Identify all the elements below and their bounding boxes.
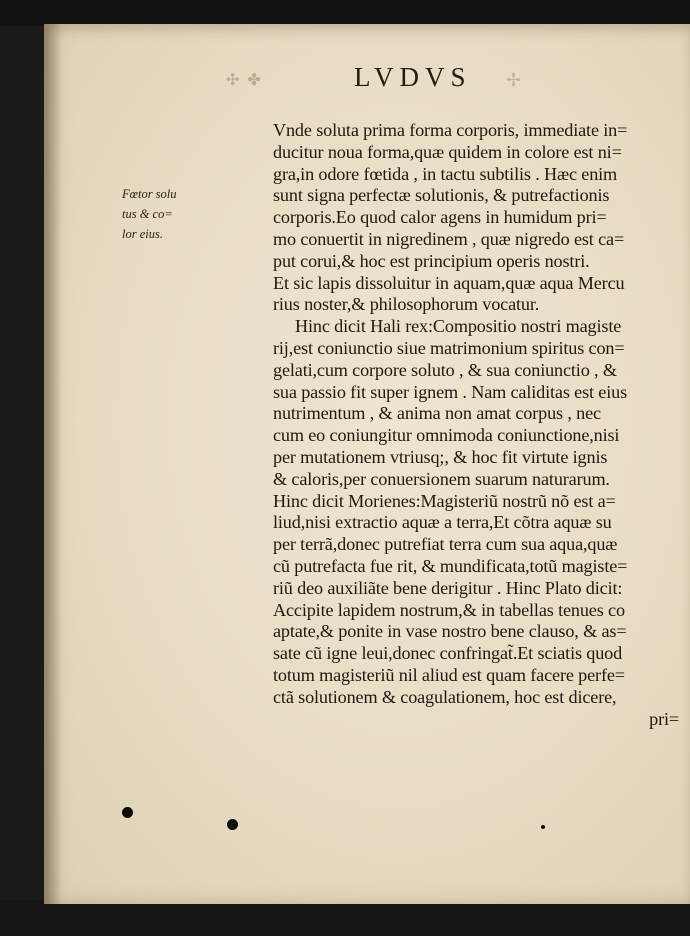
main-text-block	[273, 120, 683, 730]
paragraph-start-line: Hinc dicit Hali rex:Compositio nostri magiste	[295, 316, 622, 337]
text-line: aptate,& ponite in vase nostro bene clauso, & as=	[273, 621, 627, 642]
text-line: cũ putrefacta fue rit, & mundificata,totũ magiste=	[273, 555, 628, 576]
text-line: rij,est coniunctio siue matrimonium spiritus con=	[273, 337, 625, 358]
faded-ornament-left: ✣ ✤	[226, 72, 263, 89]
marginal-note-line: tus & co=	[122, 207, 173, 221]
text-line: sua passio fit super ignem . Nam caliditas est eius	[273, 381, 628, 402]
running-head: LVDVS	[354, 62, 472, 92]
text-line: per mutationem vtriusq;, & hoc fit virtute ignis	[273, 446, 608, 467]
scan-background-top	[0, 0, 690, 26]
text-line: sate cũ igne leui,donec confringat̃.Et sciatis quod	[273, 643, 623, 664]
text-line: sunt signa perfectæ solutionis, & putrefactionis	[273, 185, 610, 206]
text-line: liud,nisi extractio aquæ a terra,Et cõtra aquæ su	[273, 512, 612, 533]
marginal-note-line: Fœtor solu	[122, 187, 177, 201]
text-line: Vnde soluta prima forma corporis, immediate in=	[273, 120, 628, 140]
text-line: put corui,& hoc est principium operis nostri.	[273, 250, 590, 271]
faded-ornament-right: ✢	[506, 70, 522, 90]
text-line: totum magisteriũ nil aliud est quam facere perfe=	[273, 664, 625, 685]
text-line: riũ deo auxiliãte bene derigitur . Hinc Plato dicit:	[273, 577, 623, 598]
page-gutter-shadow	[44, 24, 62, 904]
text-line: ducitur noua forma,quæ quidem in colore est ni=	[273, 141, 622, 162]
book-page	[44, 24, 690, 904]
text-line: Accipite lapidem nostrum,& in tabellas tenues co	[273, 599, 625, 620]
text-line: gra,in odore fœtida , in tactu subtilis . Hæc enim	[273, 163, 618, 184]
text-line: Hinc dicit Morienes:Magisteriũ nostrũ nõ est a=	[273, 490, 616, 511]
catchword: pri=	[649, 708, 679, 729]
text-line: per terrã,donec putrefiat terra cum sua aqua,quæ	[273, 534, 618, 555]
scan-background-bottom	[0, 900, 690, 936]
text-line: nutrimentum , & anima non amat corpus , nec	[273, 403, 601, 424]
text-line: & caloris,per conuersionem suarum naturarum.	[273, 468, 610, 489]
marginal-note-line: lor eius.	[122, 227, 163, 241]
ink-speck	[541, 825, 545, 829]
ink-blot	[227, 819, 238, 830]
marginal-note	[122, 184, 202, 244]
text-line: ctã solutionem & coagulationem, hoc est dicere,	[273, 686, 617, 707]
ink-blot	[122, 807, 133, 818]
text-line: gelati,cum corpore soluto , & sua coniunctio , &	[273, 359, 617, 380]
text-line: mo conuertit in nigredinem , quæ nigredo est ca=	[273, 228, 625, 249]
text-line: corporis.Eo quod calor agens in humidum pri=	[273, 207, 607, 228]
text-line: rius noster,& philosophorum vocatur.	[273, 294, 540, 315]
text-line: Et sic lapis dissoluitur in aquam,quæ aqua Mercu	[273, 272, 625, 293]
text-line: cum eo coniungitur omnimoda coniunctione,nisi	[273, 425, 620, 446]
